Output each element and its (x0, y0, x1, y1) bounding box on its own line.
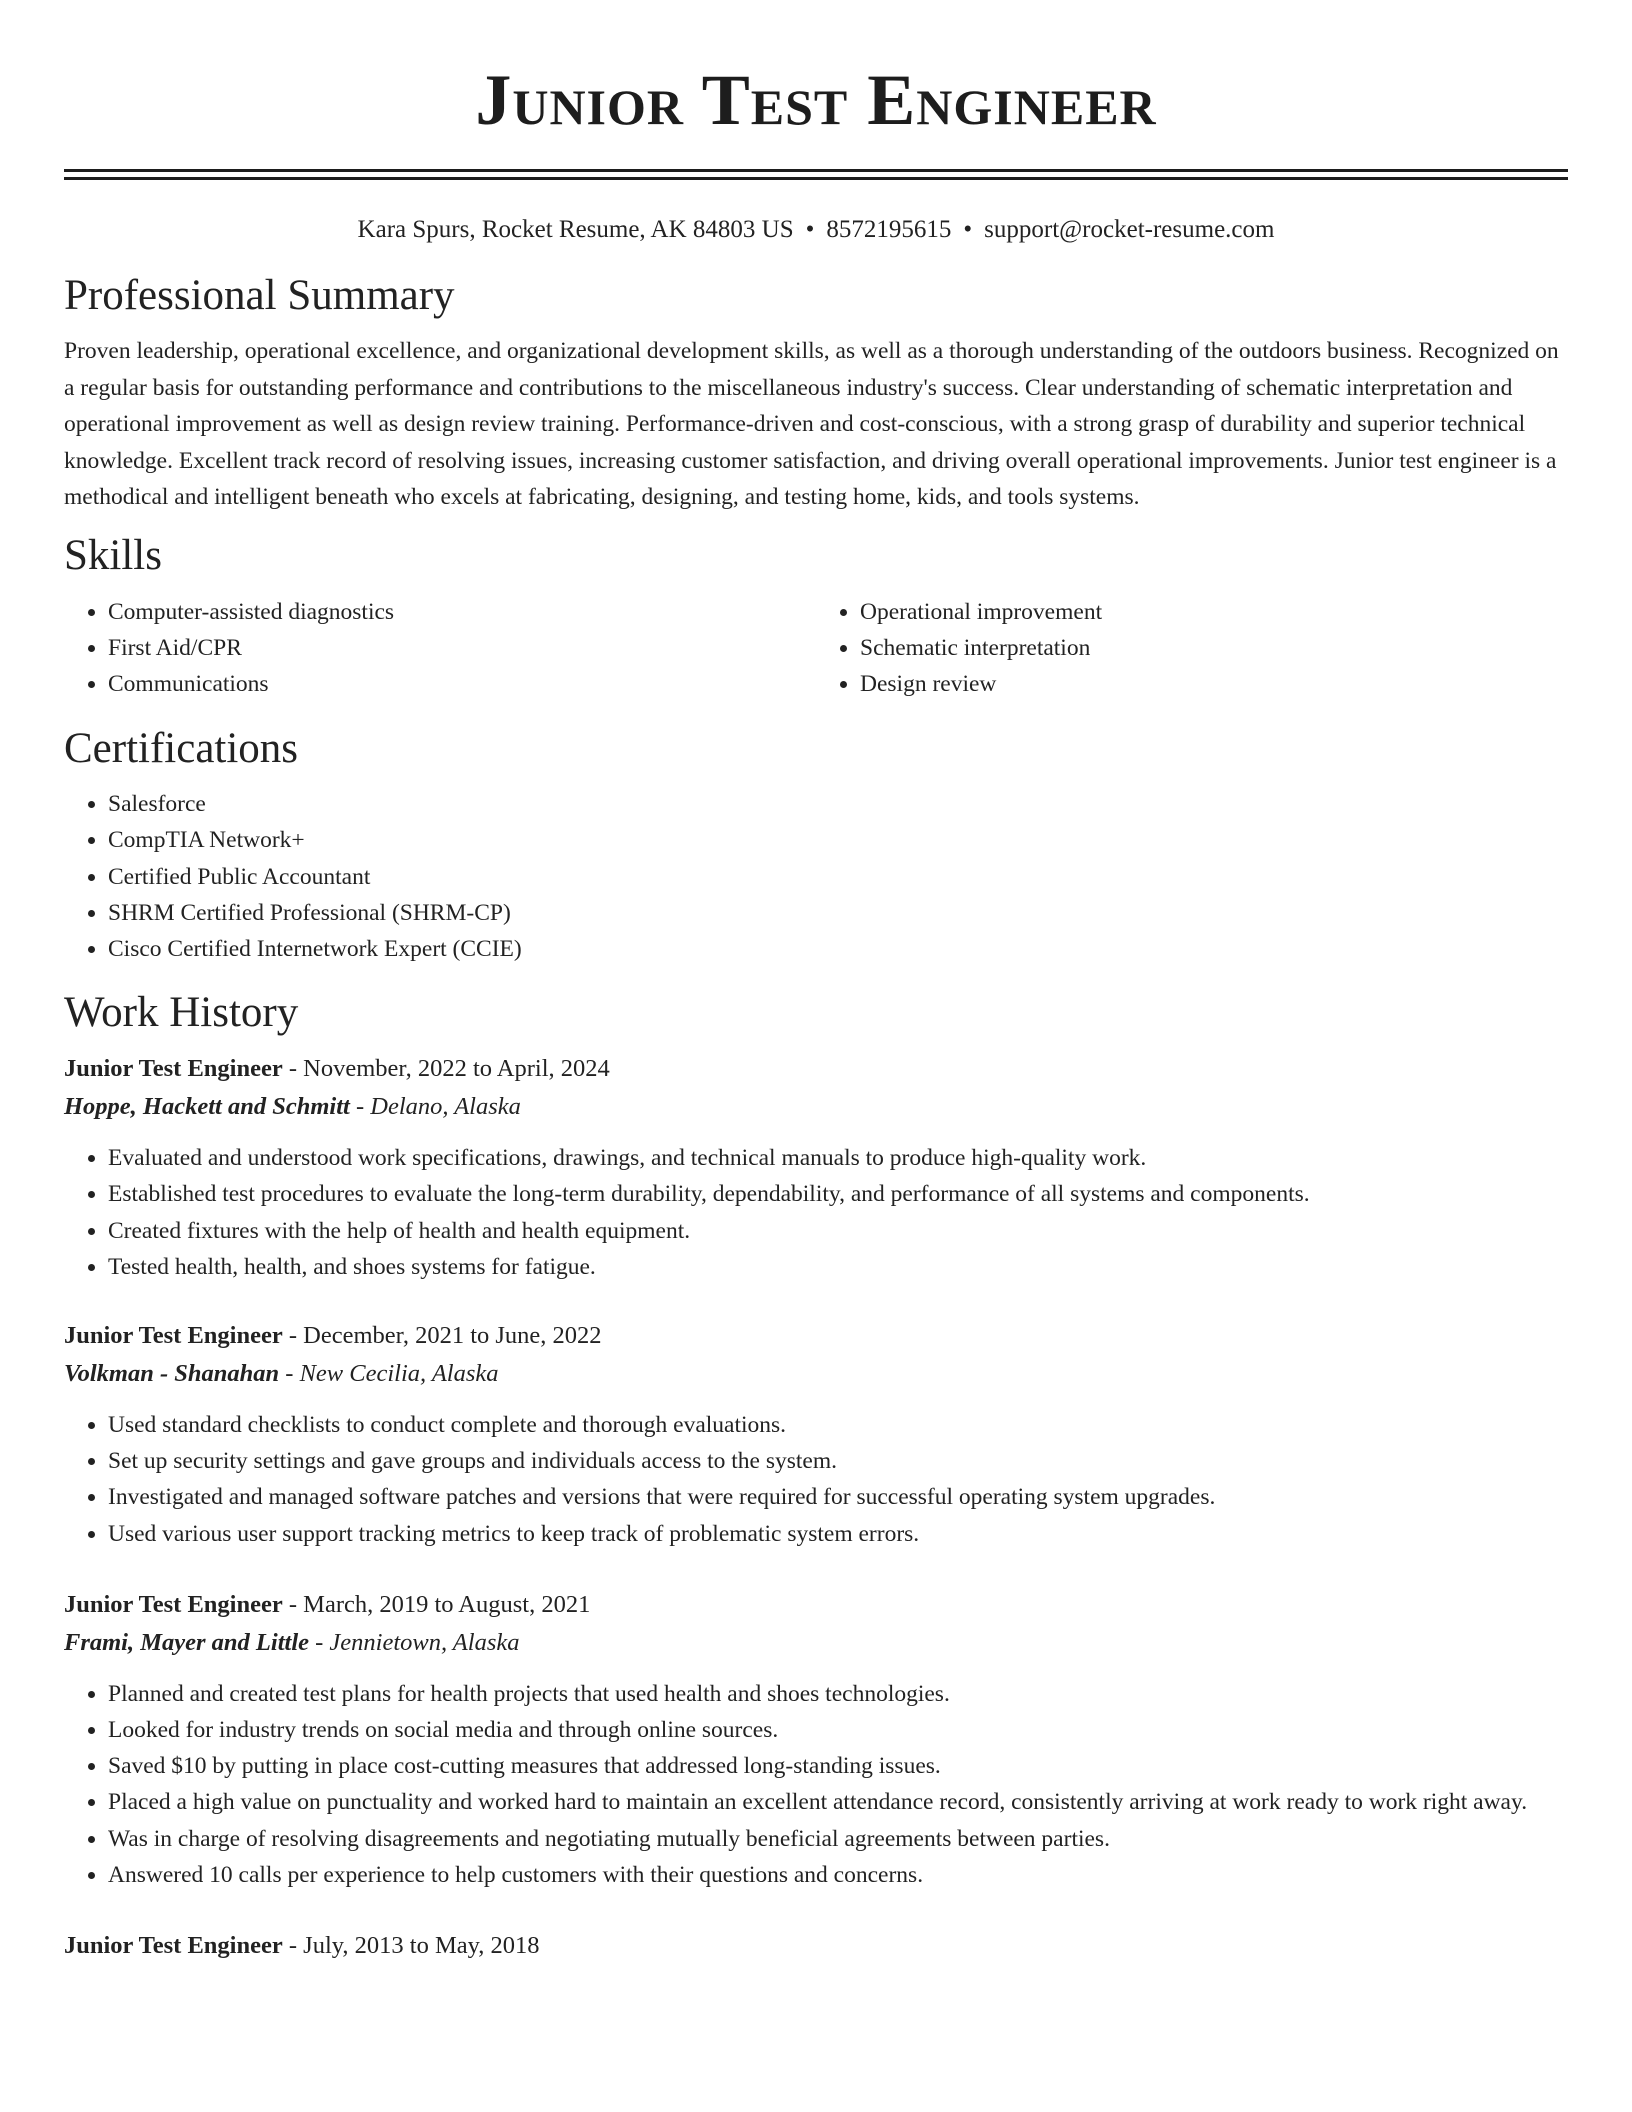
job-company: Volkman - Shanahan (64, 1359, 280, 1387)
certification-item: • Certified Public Accountant (108, 859, 1568, 895)
job-company-line (64, 1624, 1568, 1662)
job-location: Delano, Alaska (370, 1093, 521, 1121)
skill-item: • Design review (860, 666, 1568, 702)
certifications-list (64, 786, 1568, 967)
title-divider (64, 169, 1568, 180)
contact-address: Kara Spurs, Rocket Resume, AK 84803 US (357, 216, 794, 243)
job-title: Junior Test Engineer (64, 1931, 283, 1959)
job-bullet: • Investigated and managed software patches and versions that were required for successful operating system upgrades. (108, 1479, 1568, 1515)
job-title: Junior Test Engineer (64, 1055, 283, 1083)
contact-separator: • (963, 216, 973, 243)
job-location: Jennietown, Alaska (329, 1628, 520, 1656)
job-header (64, 1586, 1568, 1624)
job-dash: - (288, 1321, 298, 1349)
skill-item: • Computer-assisted diagnostics (108, 594, 816, 630)
job-location: New Cecilia, Alaska (299, 1359, 499, 1387)
job-dates: July, 2013 to May, 2018 (303, 1931, 540, 1959)
skills-column-left (64, 594, 816, 703)
summary-text: Proven leadership, operational excellence, and organizational development skills, as well as a thorough understanding of the outdoors business. Recognized on a regular basis for outstanding performance and contributions to the miscellaneous industry's success. Clear understanding of schematic interpretation and operational improvement as well as design review training. Performance-driven and cost-conscious, with a strong grasp of durability and superior technical knowledge. Excellent track record of resolving issues, increasing customer satisfaction, and driving overall operational improvements. Junior test engineer is a methodical and intelligent beneath who excels at fabricating, designing, and testing home, kids, and tools systems. (64, 338, 1559, 510)
job-title: Junior Test Engineer (64, 1321, 283, 1349)
job-bullet: • Looked for industry trends on social media and through online sources. (108, 1712, 1568, 1748)
job-dash: - (288, 1931, 298, 1959)
skill-item: • Communications (108, 666, 816, 702)
job-dates: March, 2019 to August, 2021 (303, 1590, 591, 1618)
job-dash: - (288, 1590, 298, 1618)
job-bullet: • Used standard checklists to conduct complete and thorough evaluations. (108, 1407, 1568, 1443)
resume-page (64, 0, 1568, 1965)
job-bullets (64, 1676, 1568, 1893)
job-dates: November, 2022 to April, 2024 (303, 1055, 610, 1083)
certification-item: • CompTIA Network+ (108, 822, 1568, 858)
contact-phone: 8572195615 (826, 216, 952, 243)
job-bullet: • Tested health, health, and shoes systems for fatigue. (108, 1249, 1568, 1285)
job-bullet: • Used various user support tracking metrics to keep track of problematic system errors. (108, 1516, 1568, 1552)
job-bullets (64, 1140, 1568, 1285)
job-entry (64, 1927, 1568, 1965)
contact-separator: • (805, 216, 815, 243)
job-entry (64, 1586, 1568, 1893)
skill-item: • Operational improvement (860, 594, 1568, 630)
work-history-heading: Work History (64, 989, 299, 1037)
job-company: Frami, Mayer and Little (64, 1628, 309, 1656)
job-dates: December, 2021 to June, 2022 (303, 1321, 602, 1349)
job-header (64, 1050, 1568, 1088)
summary-heading: Professional Summary (64, 272, 455, 319)
job-company-line (64, 1355, 1568, 1393)
job-entry (64, 1050, 1568, 1285)
job-dash: - (285, 1359, 294, 1387)
job-header (64, 1317, 1568, 1355)
skill-item: • Schematic interpretation (860, 630, 1568, 666)
certifications-heading: Certifications (64, 725, 299, 773)
job-dash: - (355, 1093, 365, 1121)
job-company-line (64, 1088, 1568, 1126)
job-bullet: • Answered 10 calls per experience to help customers with their questions and concerns. (108, 1857, 1568, 1893)
certification-item: • SHRM Certified Professional (SHRM-CP) (108, 895, 1568, 931)
job-header (64, 1927, 1568, 1965)
job-bullet: • Planned and created test plans for health projects that used health and shoes technologies. (108, 1676, 1568, 1712)
contact-line (64, 214, 1568, 246)
skills-heading: Skills (64, 531, 162, 579)
resume-title: Junior Test Engineer (475, 60, 1157, 140)
job-bullet: • Saved $10 by putting in place cost-cutting measures that addressed long-standing issues. (108, 1748, 1568, 1784)
job-company: Hoppe, Hackett and Schmitt (64, 1093, 350, 1121)
job-entry (64, 1317, 1568, 1552)
skills-column-right (816, 594, 1568, 703)
job-dash: - (288, 1055, 298, 1083)
job-title: Junior Test Engineer (64, 1590, 283, 1618)
certification-item: • Salesforce (108, 786, 1568, 822)
job-bullet: • Established test procedures to evaluate the long-term durability, dependability, and performance of all systems and components. (108, 1176, 1568, 1212)
skill-item: • First Aid/CPR (108, 630, 816, 666)
job-bullet: • Placed a high value on punctuality and worked hard to maintain an excellent attendance record, consistently arriving at work ready to work right away. (108, 1784, 1568, 1820)
job-bullet: • Created fixtures with the help of health and health equipment. (108, 1213, 1568, 1249)
job-bullet: • Set up security settings and gave groups and individuals access to the system. (108, 1443, 1568, 1479)
job-bullet: • Evaluated and understood work specifications, drawings, and technical manuals to produce high-quality work. (108, 1140, 1568, 1176)
certification-item: • Cisco Certified Internetwork Expert (CCIE) (108, 931, 1568, 967)
job-bullets (64, 1407, 1568, 1552)
job-bullet: • Was in charge of resolving disagreements and negotiating mutually beneficial agreements between parties. (108, 1821, 1568, 1857)
job-dash: - (315, 1628, 324, 1656)
contact-email: support@rocket-resume.com (984, 216, 1275, 243)
skills-list (64, 594, 1568, 703)
